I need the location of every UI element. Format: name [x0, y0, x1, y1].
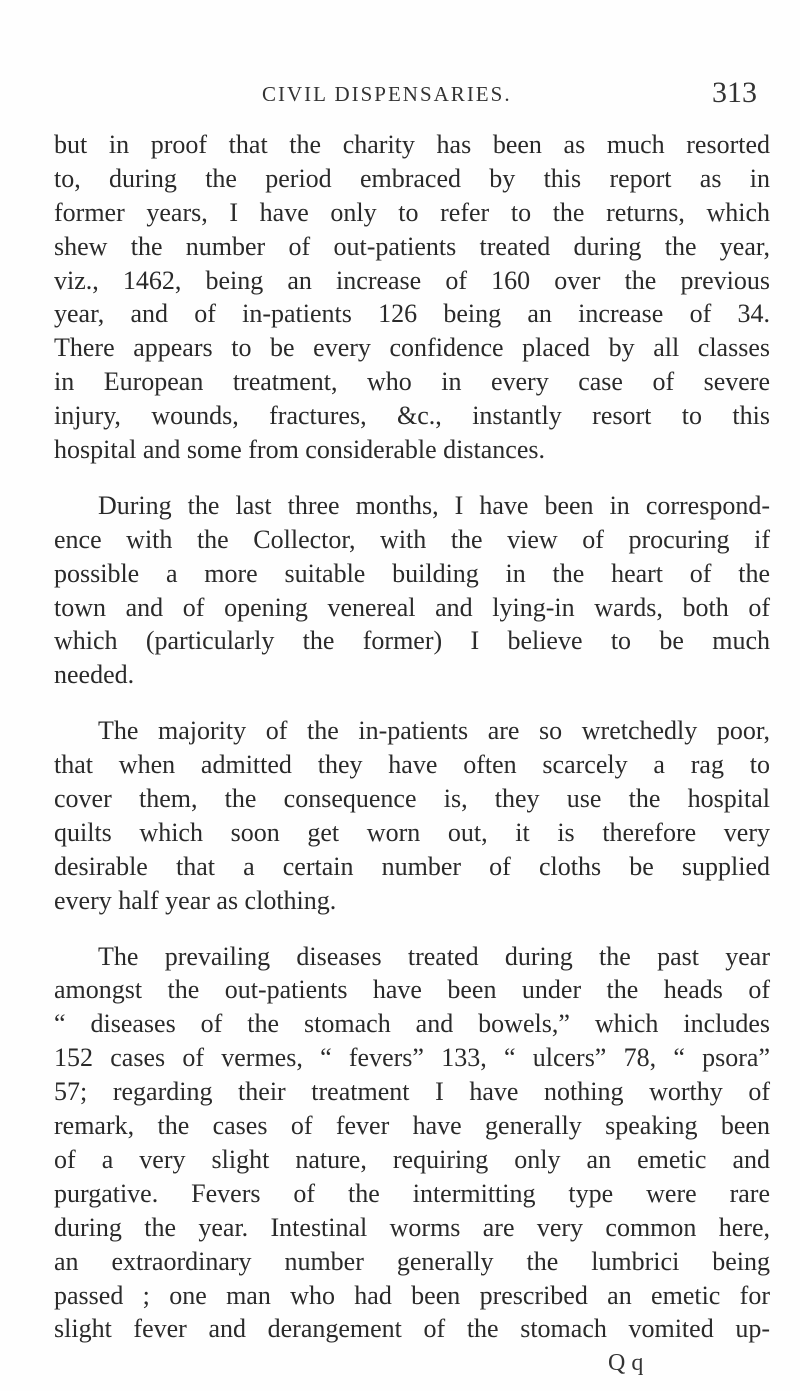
text-line: “ diseases of the stomach and bowels,” which includes	[54, 1009, 770, 1039]
text-line: of a very slight nature, requiring only an emetic and	[54, 1144, 770, 1174]
paragraph	[54, 940, 770, 1347]
text-line: The prevailing diseases treated during the past year	[98, 941, 770, 971]
text-line: The majority of the in-patients are so wretchedly poor,	[98, 716, 770, 746]
text-line: 152 cases of vermes, “ fevers” 133, “ ulcers” 78, “ psora”	[54, 1043, 770, 1073]
text-line: cover them, the consequence is, they use the hospital	[54, 784, 770, 814]
text-line: needed.	[54, 660, 135, 690]
paragraph	[54, 714, 770, 917]
paragraph	[54, 489, 770, 692]
text-line: ence with the Collector, with the view of procuring if	[54, 524, 770, 554]
text-line: 57; regarding their treatment I have nothing worthy of	[54, 1077, 770, 1107]
text-line: quilts which soon get worn out, it is therefore very	[54, 817, 770, 847]
text-line: year, and of in-patients 126 being an increase of 34.	[54, 299, 770, 329]
body-text	[54, 128, 770, 1346]
text-line: viz., 1462, being an increase of 160 over the previous	[54, 265, 770, 295]
text-line: passed ; one man who had been prescribed an emetic for	[54, 1280, 770, 1310]
text-line: remark, the cases of fever have generally speaking been	[54, 1111, 770, 1141]
text-line: hospital and some from considerable distances.	[54, 435, 545, 465]
text-line: during the year. Intestinal worms are very common here,	[54, 1212, 770, 1242]
text-line: every half year as clothing.	[54, 885, 337, 915]
text-line: purgative. Fevers of the intermitting type were rare	[54, 1178, 770, 1208]
text-line: amongst the out-patients have been under the heads of	[54, 975, 770, 1005]
text-line: which (particularly the former) I believe to be much	[54, 626, 770, 656]
text-line: shew the number of out-patients treated during the year,	[54, 231, 770, 261]
text-line: There appears to be every confidence placed by all classes	[54, 333, 770, 363]
text-line: town and of opening venereal and lying-in wards, both of	[54, 592, 770, 622]
text-line: former years, I have only to refer to the returns, which	[54, 197, 770, 227]
text-line: in European treatment, who in every case of severe	[54, 367, 770, 397]
text-line: an extraordinary number generally the lumbrici being	[54, 1246, 770, 1276]
text-line: During the last three months, I have been in correspond-	[98, 490, 770, 520]
text-line: desirable that a certain number of cloths be supplied	[54, 851, 770, 881]
text-line: that when admitted they have often scarcely a rag to	[54, 750, 770, 780]
paragraph	[54, 128, 770, 467]
text-line: but in proof that the charity has been as much resorted	[54, 130, 770, 159]
signature-mark: Q q	[608, 1350, 644, 1376]
text-line: slight fever and derangement of the stomach vomited up-	[54, 1314, 770, 1344]
text-line: injury, wounds, fractures, &c., instantly resort to this	[54, 401, 770, 431]
running-head: CIVIL DISPENSARIES.	[262, 82, 512, 106]
text-line: possible a more suitable building in the heart of the	[54, 558, 770, 588]
text-line: to, during the period embraced by this report as in	[54, 163, 770, 193]
page-number: 313	[712, 76, 757, 109]
